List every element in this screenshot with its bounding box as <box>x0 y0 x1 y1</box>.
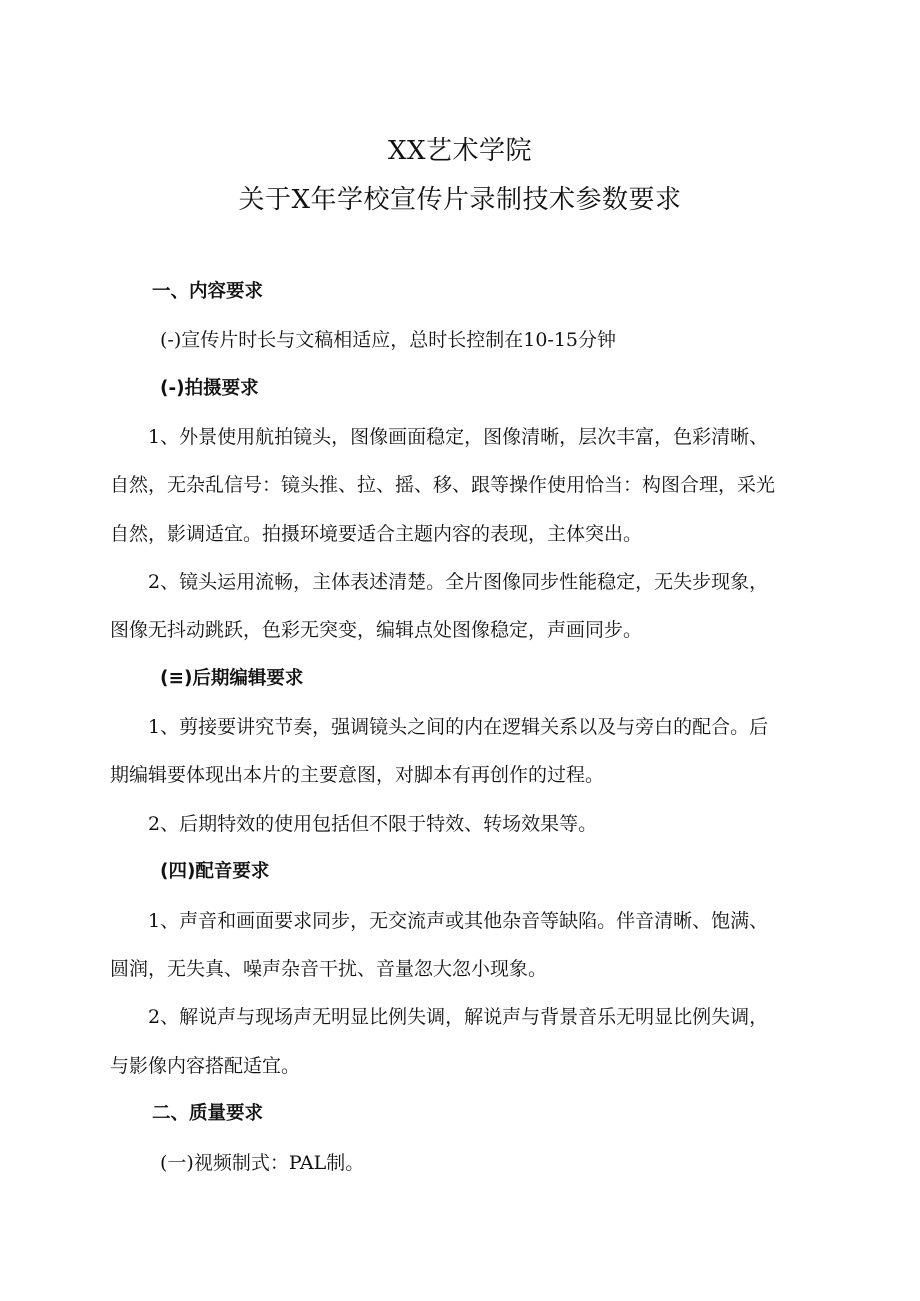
paragraph-video-format: (一)视频制式：PAL制。 <box>160 1152 365 1174</box>
paragraph-line: 与影像内容搭配适宜。 <box>110 1055 301 1077</box>
paragraph-line: 自然，无杂乱信号：镜头推、拉、摇、移、跟等操作使用恰当：构图合理，采光 <box>110 474 776 496</box>
paragraph-line: 2、后期特效的使用包括但不限于特效、转场效果等。 <box>148 813 598 835</box>
document-title-subject: 关于X年学校宣传片录制技术参数要求 <box>238 185 682 215</box>
section-heading-content-requirements: 一、内容要求 <box>152 281 264 302</box>
document-title-institution: XX艺术学院 <box>387 136 533 166</box>
paragraph-line: 1、外景使用航拍镜头，图像画面稳定，图像清晰，层次丰富，色彩清晰、 <box>148 426 769 448</box>
paragraph-line: 1、声音和画面要求同步，无交流声或其他杂音等缺陷。伴音清晰、饱满、 <box>148 910 769 932</box>
subheading-shooting-requirements: (-)拍摄要求 <box>160 378 259 399</box>
paragraph-line: 期编辑要体现出本片的主要意图，对脚本有再创作的过程。 <box>110 764 605 786</box>
paragraph-line: 圆润，无失真、噪声杂音干扰、音量忽大忽小现象。 <box>110 958 548 980</box>
subheading-post-editing-requirements: (≡)后期编辑要求 <box>160 668 304 689</box>
paragraph-line: 1、剪接要讲究节奏，强调镜头之间的内在逻辑关系以及与旁白的配合。后 <box>148 716 769 738</box>
subheading-dubbing-requirements: (四)配音要求 <box>160 861 270 882</box>
paragraph-duration: (-)宣传片时长与文稿相适应，总时长控制在10-15分钟 <box>160 329 617 351</box>
paragraph-line: 自然，影调适宜。拍摄环境要适合主题内容的表现，主体突出。 <box>110 523 643 545</box>
section-heading-quality-requirements: 二、质量要求 <box>152 1103 264 1124</box>
paragraph-line: 2、镜头运用流畅，主体表述清楚。全片图像同步性能稳定，无失步现象， <box>148 571 769 593</box>
paragraph-line: 图像无抖动跳跃，色彩无突变，编辑点处图像稳定，声画同步。 <box>110 619 643 641</box>
paragraph-line: 2、解说声与现场声无明显比例失调，解说声与背景音乐无明显比例失调， <box>148 1006 769 1028</box>
